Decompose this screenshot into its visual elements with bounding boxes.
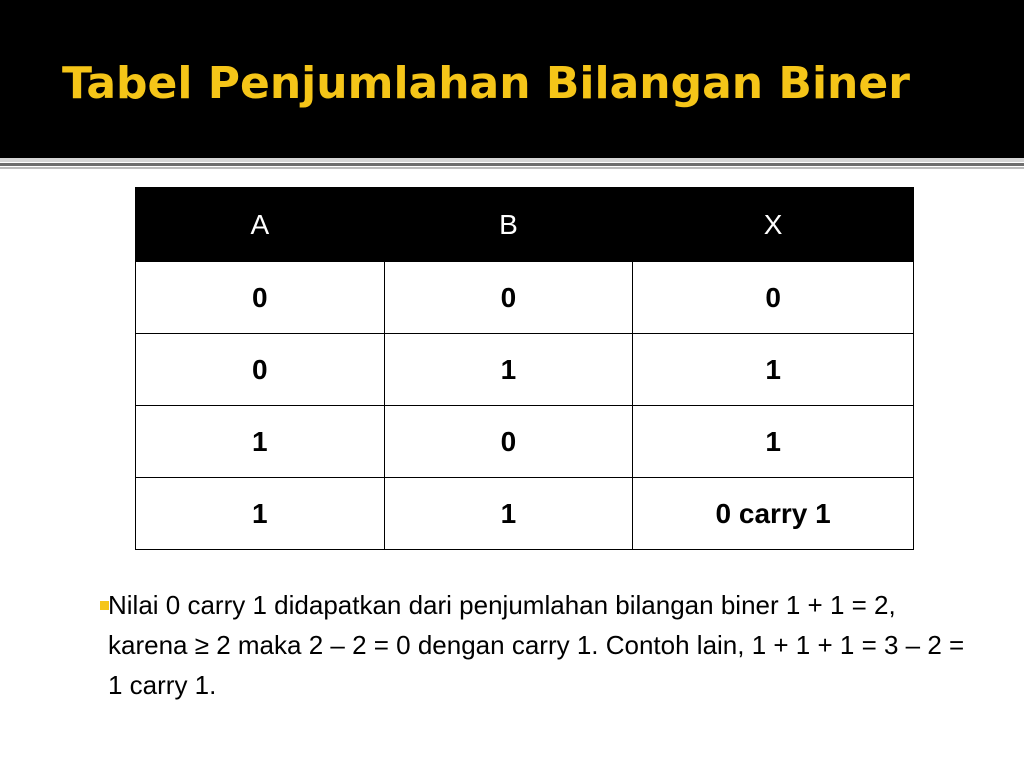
slide-title: Tabel Penjumlahan Bilangan Biner [62, 58, 910, 109]
cell-x: 1 [633, 334, 914, 406]
cell-b: 1 [384, 334, 633, 406]
title-divider-dark [0, 163, 1024, 166]
cell-a: 0 [136, 334, 385, 406]
cell-x: 0 carry 1 [633, 478, 914, 550]
bullet-text: Nilai 0 carry 1 didapatkan dari penjumlahan bilangan biner 1 + 1 = 2, karena ≥ 2 maka 2 – 2 = 0 dengan carry 1. Contoh lain, 1 + 1 + 1 = 3 – 2 = 1 carry 1. [108, 590, 965, 700]
table-header-row [136, 188, 914, 262]
cell-a: 1 [136, 406, 385, 478]
table-row [136, 406, 914, 478]
header-a: A [136, 188, 385, 262]
cell-b: 1 [384, 478, 633, 550]
title-bar [0, 0, 1024, 158]
cell-a: 1 [136, 478, 385, 550]
table-row [136, 334, 914, 406]
cell-x: 1 [633, 406, 914, 478]
cell-b: 0 [384, 406, 633, 478]
cell-x: 0 [633, 262, 914, 334]
table-row [136, 262, 914, 334]
binary-addition-table [135, 187, 914, 550]
cell-b: 0 [384, 262, 633, 334]
header-x: X [633, 188, 914, 262]
table-row [136, 478, 914, 550]
cell-a: 0 [136, 262, 385, 334]
header-b: B [384, 188, 633, 262]
title-divider-light [0, 158, 1024, 162]
title-divider-thin [0, 167, 1024, 169]
